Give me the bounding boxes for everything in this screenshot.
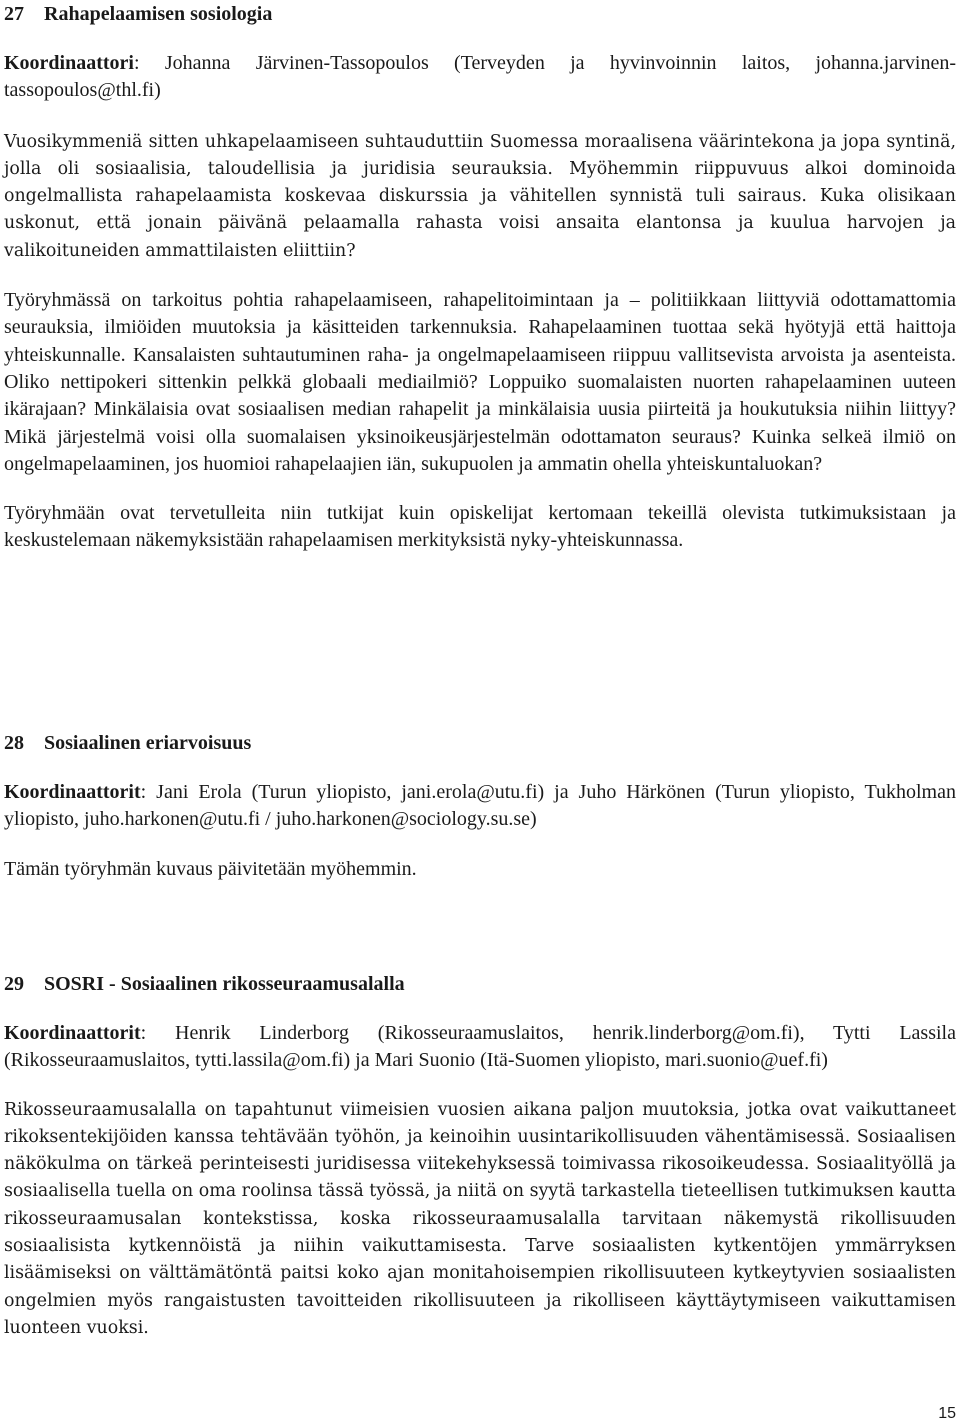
- coordinator-text: : Jani Erola (Turun yliopisto, jani.erola@utu.fi) ja Juho Härkönen (Turun yliopisto, Tukholman yliopisto, juho.harkonen@utu.fi / juho.harkonen@sociology.su.se): [4, 781, 956, 831]
- coordinator-text: : Henrik Linderborg (Rikosseuraamuslaitos, henrik.linderborg@om.fi), Tytti Lassila (Rikosseuraamuslaitos, tytti.lassila@om.fi) ja Mari Suonio (Itä-Suomen yliopisto, mari.suonio@uef.fi): [4, 1022, 956, 1072]
- coordinator-line: [4, 50, 956, 105]
- paragraph: Vuosikymmeniä sitten uhkapelaamiseen suhtauduttiin Suomessa moraalisena väärintekona ja jopa syntinä, jolla oli sosiaalisia, taloudellisia ja juridisia seurauksia. Myöhemmin riippuvuus alkoi dominoida ongelmallista rahapelaamista koskevaa diskurssia ja vähitellen synnistä tuli sairaus. Kuka olisikaan uskonut, että jonain päivänä pelaamalla rahasta voisi ansaita elantonsa ja kuulua harvojen ja valikoituneiden ammattilaisten eliittiin?: [4, 131, 956, 261]
- coordinator-text: : Johanna Järvinen-Tassopoulos (Terveyden ja hyvinvoinnin laitos, johanna.jarvinen-tassopoulos@thl.fi): [4, 52, 956, 102]
- coordinator-label: Koordinaattorit: [4, 781, 141, 803]
- paragraph: Tämän työryhmän kuvaus päivitetään myöhemmin.: [4, 857, 417, 880]
- paragraph: Työryhmään ovat tervetulleita niin tutkijat kuin opiskelijat kertomaan tekeillä olevista tutkimuksistaan ja keskustelemaan näkemyksistään rahapelaamisen merkityksistä nyky-yhteiskunnassa.: [4, 502, 956, 552]
- coordinator-line: [4, 779, 956, 834]
- page-number: 15: [938, 1405, 956, 1422]
- section-title: SOSRI - Sosiaalinen rikosseuraamusalalla: [44, 973, 405, 995]
- section-27: [4, 0, 956, 555]
- coordinator-label: Koordinaattorit: [4, 1022, 141, 1044]
- section-number: 28: [4, 732, 24, 754]
- section-number: 27: [4, 3, 24, 25]
- section-29: [4, 970, 956, 1342]
- paragraph: Rikosseuraamusalalla on tapahtunut viimeisien vuosien aikana paljon muutoksia, jotka ovat vaikuttaneet rikoksentekijöiden kanssa tehtävään työhön, ja keinoihin uusintarikollisuuden vähentämisessä. Sosiaalisen näkökulma on tärkeä perinteisesti juridisessa viitekehyksessä toimivassa rikosoikeudessa. Sosiaalityöllä ja sosiaalisella tuella on oma roolinsa tässä työssä, ja niitä on syytä tarkastella tieteellisen tutkimuksen kautta rikosseuraamusalan kontekstissa, koska rikosseuraamusalalla tarvitaan näkemystä rikollisuuden sosiaalisista kytkennöistä ja niihin vaikuttamisesta. Tarve sosiaalisten kytkentöjen ymmärryksen lisäämiseksi on välttämätöntä paitsi koko ajan monitahoisempien rikollisuuteen kytkeytyvien sosiaalisten ongelmien myös rangaistusten tavoitteiden rikollisuuteen ja rikolliseen käyttäytymiseen vaikuttamisen luonteen vuoksi.: [4, 1099, 956, 1338]
- coordinator-label: Koordinaattori: [4, 52, 134, 74]
- section-heading: [4, 729, 956, 757]
- section-number: 29: [4, 973, 24, 995]
- section-heading: [4, 0, 956, 28]
- section-title: Sosiaalinen eriarvoisuus: [44, 732, 252, 754]
- section-title: Rahapelaamisen sosiologia: [44, 3, 273, 25]
- section-heading: [4, 970, 956, 998]
- section-28: [4, 729, 956, 883]
- paragraph: Työryhmässä on tarkoitus pohtia rahapelaamiseen, rahapelitoimintaan ja – politiikkaan liittyviä odottamattomia seurauksia, ilmiöiden muutoksia ja käsitteiden tarkennuksia. Rahapelaaminen tuottaa sekä hyötyjä että haittoja yhteiskunnalle. Kansalaisten suhtautuminen raha- ja ongelmapelaamiseen riippuu vallitsevista arvoista ja asenteista. Oliko nettipokeri sittenkin pelkkä globaali mediailmiö? Loppuiko suomalaisten nuorten rahapelaaminen uuteen ikärajaan? Minkälaisia ovat sosiaalisen median rahapelit ja minkälaisia uusia piirteitä ja houkutuksia niihin liittyy? Mikä järjestelmä voisi olla suomalaisen yksinoikeusjärjestelmän odottamaton seuraus? Kuinka selkeä ilmiö on ongelmapelaaminen, jos huomioi rahapelaajien iän, sukupuolen ja ammatin ohella yhteiskuntaluokan?: [4, 289, 956, 475]
- coordinator-line: [4, 1020, 956, 1075]
